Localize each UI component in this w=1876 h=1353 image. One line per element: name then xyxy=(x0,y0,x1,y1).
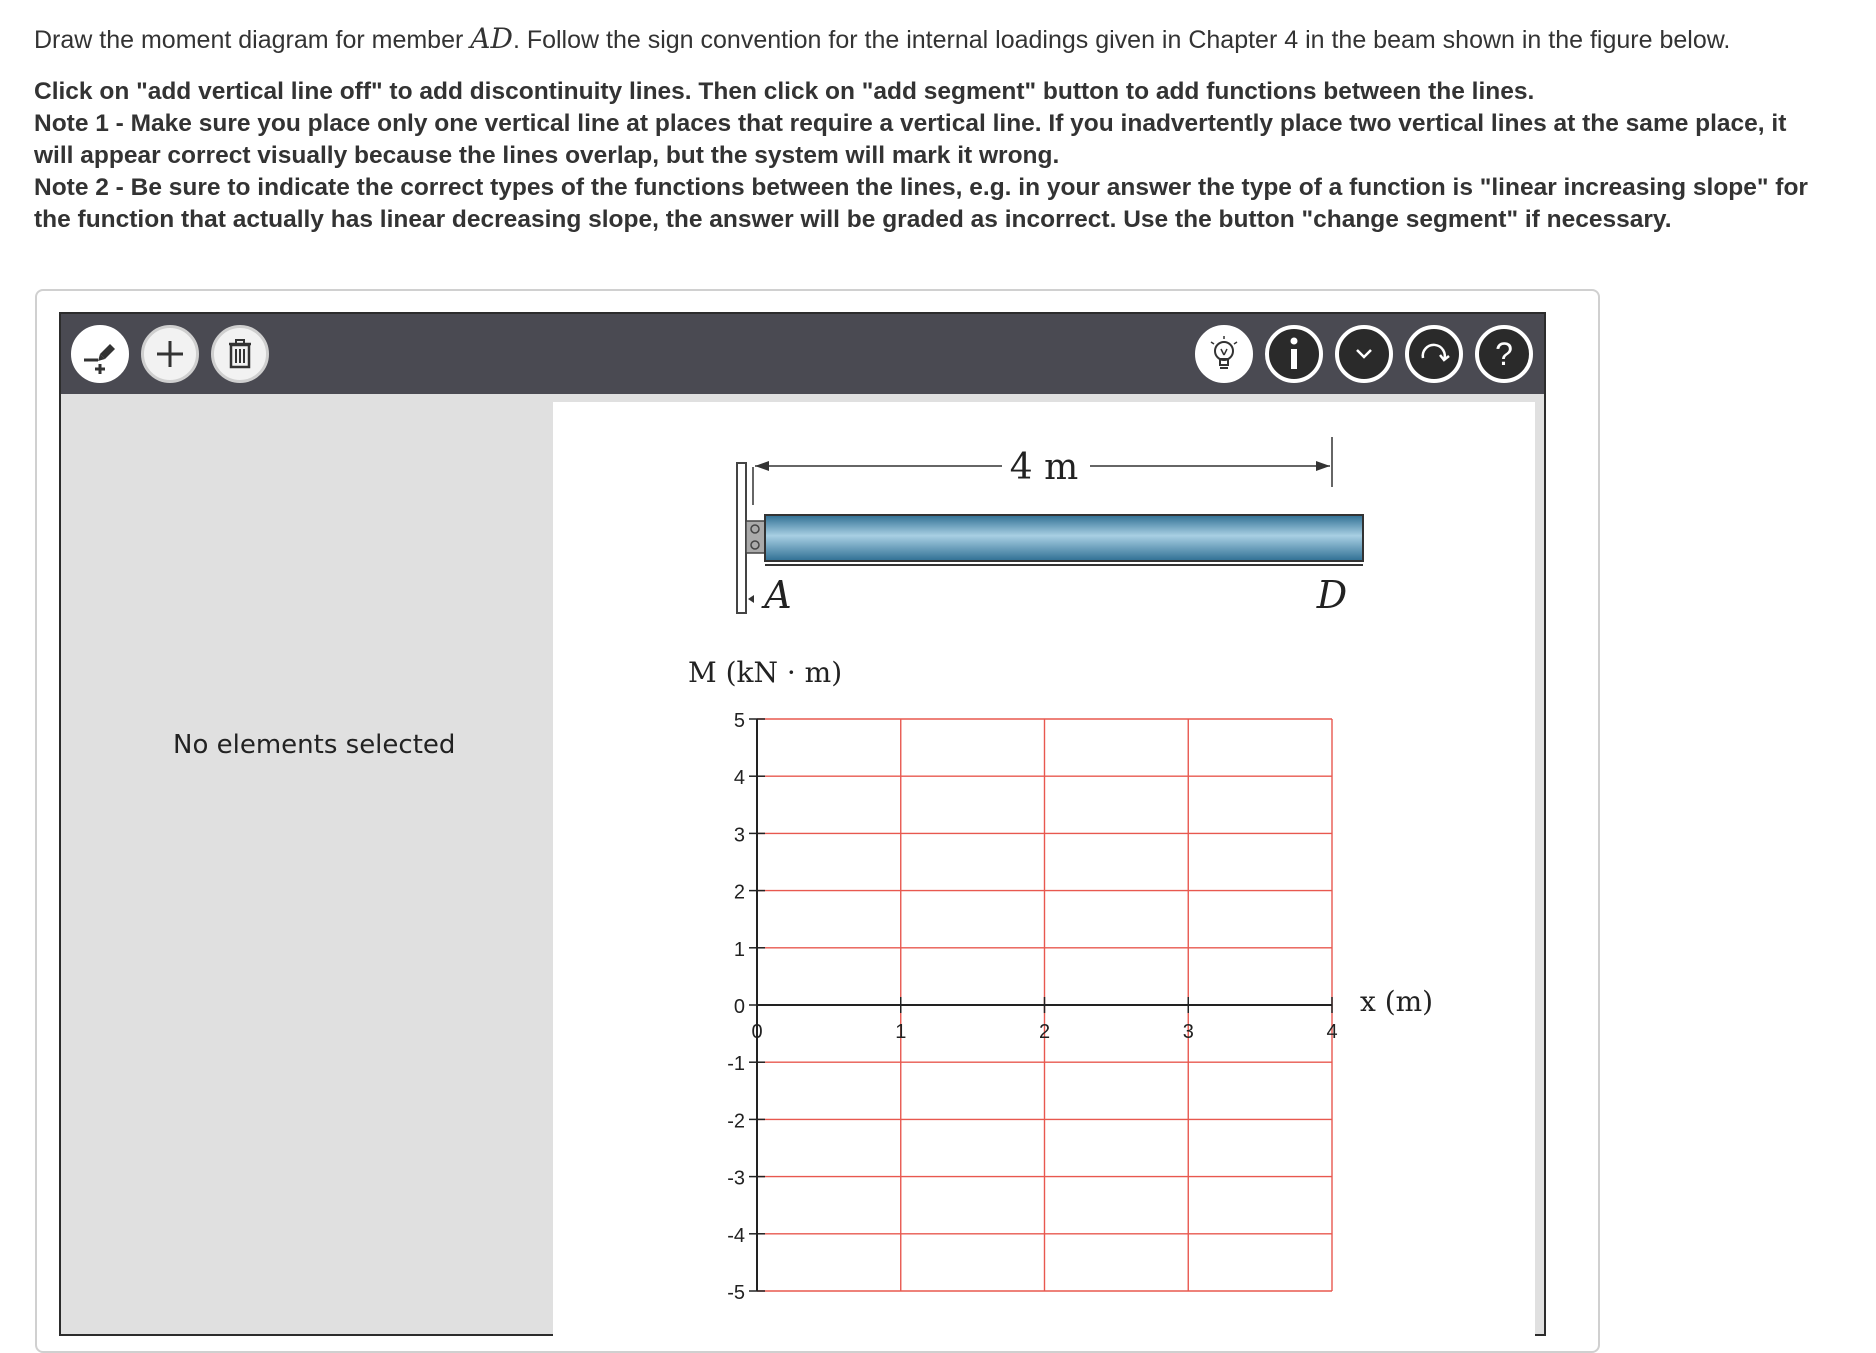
y-tick-label: -2 xyxy=(727,1110,745,1133)
diagram-tool xyxy=(59,312,1546,1336)
diagram-svg xyxy=(553,402,1535,1342)
properties-panel xyxy=(61,394,553,1334)
pencil-plus-icon xyxy=(74,328,126,380)
end-label-d: D xyxy=(1316,573,1348,617)
dimension-arrow-left xyxy=(755,461,769,471)
svg-text:?: ? xyxy=(1495,336,1513,372)
selection-status: No elements selected xyxy=(173,730,456,760)
info-icon xyxy=(1269,329,1319,379)
x-tick-label: 3 xyxy=(1182,1021,1194,1043)
delete-button[interactable] xyxy=(211,325,269,383)
y-tick-label: 4 xyxy=(733,767,745,790)
add-segment-button[interactable] xyxy=(141,325,199,383)
y-tick-label: -3 xyxy=(727,1167,745,1190)
redo-icon xyxy=(1409,329,1459,379)
x-tick-label: 4 xyxy=(1326,1021,1338,1043)
add-vertical-line-button[interactable] xyxy=(71,325,129,383)
support-pointer xyxy=(748,595,754,603)
x-tick-label: 1 xyxy=(895,1021,907,1043)
member-label: AD xyxy=(470,22,513,55)
length-label: 4 m xyxy=(1009,447,1079,488)
question-icon xyxy=(1479,329,1529,379)
question-post: . Follow the sign convention for the internal loadings given in Chapter 4 in the beam shown in the figure below. xyxy=(512,26,1731,54)
note-2: Note 2 - Be sure to indicate the correct types of the functions between the lines, e.g. in your answer the type of a function is "linear increasing slope" for the function that actually has linear decreasing slope, the answer will be graded as incorrect. Use the button "change segment" if necessary. xyxy=(34,174,1808,233)
lightbulb-icon xyxy=(1198,328,1250,380)
x-tick-label: 0 xyxy=(751,1021,763,1043)
y-tick-label: 2 xyxy=(733,881,745,904)
expand-button[interactable] xyxy=(1335,325,1393,383)
help-button[interactable] xyxy=(1475,325,1533,383)
chevron-down-icon xyxy=(1339,329,1389,379)
note-1: Note 1 - Make sure you place only one vertical line at places that require a vertical line. If you inadvertently place two vertical lines at the same place, it will appear correct visually because the lines overlap, but the system will mark it wrong. xyxy=(34,110,1787,169)
y-tick-label: -4 xyxy=(727,1224,745,1247)
support-label-a: A xyxy=(764,573,792,617)
y-tick-label: 0 xyxy=(733,996,745,1018)
instructions xyxy=(34,76,1824,236)
y-tick-label: 1 xyxy=(733,938,745,961)
y-axis-label: M (kN · m) xyxy=(688,656,843,689)
y-tick-label: 3 xyxy=(733,824,745,847)
drawing-canvas[interactable] xyxy=(553,402,1535,1342)
trash-icon xyxy=(214,328,266,380)
instruction-line: Click on "add vertical line off" to add discontinuity lines. Then click on "add segment" button to add functions between the lines. xyxy=(34,78,1535,105)
reset-button[interactable] xyxy=(1405,325,1463,383)
question-text xyxy=(34,22,1834,55)
roller-support xyxy=(746,521,765,553)
info-button[interactable] xyxy=(1265,325,1323,383)
y-tick-label: -5 xyxy=(727,1282,745,1304)
toolbar xyxy=(61,314,1544,394)
dimension-arrow-right xyxy=(1316,461,1330,471)
wall-plate xyxy=(737,463,746,613)
beam-body xyxy=(765,515,1363,561)
plus-icon xyxy=(144,328,196,380)
hint-button[interactable] xyxy=(1195,325,1253,383)
x-tick-label: 2 xyxy=(1038,1021,1051,1043)
question-pre: Draw the moment diagram for member xyxy=(34,26,471,54)
beam-figure xyxy=(737,437,1363,617)
y-tick-label: 5 xyxy=(733,710,745,732)
x-axis-label: x (m) xyxy=(1360,985,1434,1018)
y-tick-label: -1 xyxy=(727,1053,745,1076)
moment-plot xyxy=(727,710,1337,1304)
